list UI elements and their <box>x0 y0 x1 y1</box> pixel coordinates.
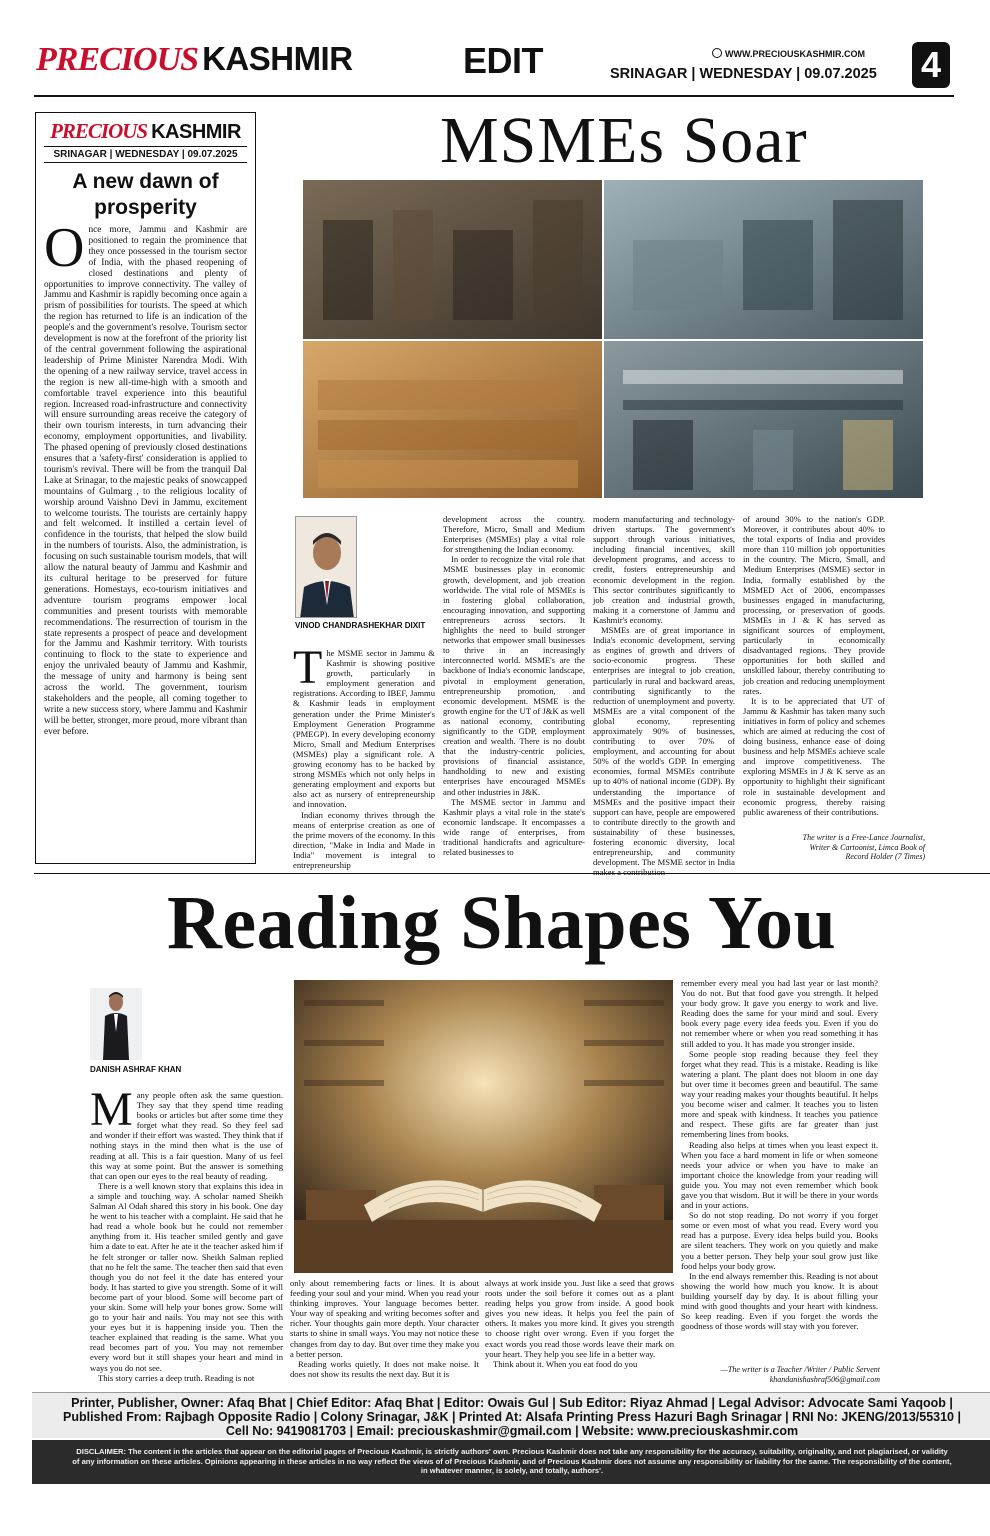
msme-photo-collage <box>303 180 923 498</box>
msme-col2-p3: The MSME sector in Jammu and Kashmir plays a vital role in the state's economic landscape. It encompasses a wide range of enterprises, from traditional handicrafts and agriculture-related businesses to <box>443 796 585 858</box>
msme-col-3 <box>593 514 735 877</box>
msme-col4-p2: It is to be appreciated that UT of Jammu & Kashmir has taken many such initiatives in form of policy and schemes which are aimed at reducing the cost of doing business, enhance ease of doing business and help MSMEs achieve scale and improve competitiveness. The exploring MSMEs in J & K serve as an opportunity to highlight their significant role in sustainable development and economic progress, thereby raising public awareness of their contributions. <box>743 695 885 817</box>
msme-col3-p1: modern manufacturing and technology-driven startups. The government's support through various initiatives, including financial incentives, skill development programs, and access to credit, fosters entrepreneurship and economic development in the region. This sector contributes significantly to job creation and industrial growth, making it a cornerstone of Jammu and Kashmir's economy. <box>593 514 735 625</box>
reading-col4-p1: remember every meal you had last year or last month? You do not. But that food gave you strength. It helped your body grow. It gave you energy to work and live. Reading does the same for your mind and soul. Every book every page every idea feeds you. Even if you do not remember where or when you read something it has still added to you. It has made you stronger inside. <box>681 978 878 1049</box>
website: WWW.PRECIOUSKASHMIR.COM <box>725 49 865 59</box>
reading-col3-p1: always at work inside you. Just like a seed that grows roots under the soil before it comes out as a plant reading helps you grow from inside. A good book gives you new ideas. It helps you feel the pain of others. It makes you more kind. It gives you strength to choose right over wrong. Even if you forget the exact words you read those words leave their mark on your heart. They help you see life in a better way. <box>485 1278 674 1359</box>
disclaimer-text: DISCLAIMER: The content in the articles that appear on the editorial pages of Precious Kashmir, is strictly authors' own. Precious Kashmir does not take any responsibility for the accuracy, suitability, originality, and not plagiarised, or validity of any information on these articles. Opinions appearing in these articles in no way reflect the views of of Precious Kashmir, and of Precious Kashmir does not assume any responsibility or liability for the same. The responsibility of the content, in whatever manner, is solely, and totally, authors'. <box>72 1447 952 1476</box>
reading-col-2 <box>290 1278 479 1379</box>
msme-col1-p2: Indian economy thrives through the means of enterprise creation as one of the prime movers of the economy. In this direction, "Make in India and Made in India" movement is integral to entrepreneurship <box>293 809 435 870</box>
reading-col1-p1: any people often ask the same question. They say that they spend time reading books or articles but after some time they forget what they read. So they feel sad and wonder if their effort was wasted. They think that if nothing stays in the mind then what is the use of reading at all. This is a fair question. Many of us feel this way at some point. But the answer is something that can open our eyes to the real beauty of reading. <box>90 1090 283 1181</box>
reading-col-4 <box>681 978 878 1331</box>
open-book-library-image <box>294 980 673 1273</box>
msme-col1-p1: he MSME sector in Jammu & Kashmir is showing positive growth, particularly in employment generation and registrations. According to IBEF, Jammu & Kashmir leads in employment generation under the Prime Minister's Employment Generation Programme (PMEGP). In every developing economy Micro, Small and Medium Enterprises (MSMEs) play a significant role. A growing economy has to be backed by strong MSMEs which not only helps in generating employment and exports but also act as nursery of entrepreneurship and innovation. <box>293 648 435 810</box>
msme-headline: MSMEs Soar <box>440 104 808 177</box>
disclaimer-box <box>32 1440 990 1484</box>
globe-icon <box>712 48 722 58</box>
reading-col2-p1: only about remembering facts or lines. It is about feeding your soul and your mind. When you read your thinking improves. Your language becomes better. Your way of speaking and writing becomes softer and richer. Your thoughts gain more depth. Your character starts to shine in small ways. You may not notice these changes from day to day. But over time they make you a better person. <box>290 1278 479 1359</box>
author-portrait-icon <box>296 517 357 618</box>
imprint-line-2: Published From: Rajbagh Opposite Radio | Colony Srinagar, J&K | Printed At: Alsafa Printing Press Hazuri Bagh Srinagar | RNI No: JKENG/2013/55310 | <box>63 1410 961 1424</box>
logo-precious: PRECIOUS <box>36 41 199 78</box>
editorial-body <box>44 217 247 738</box>
website-line <box>712 48 865 59</box>
author-photo-vinod <box>295 516 357 618</box>
editorial-dateline: SRINAGAR | WEDNESDAY | 09.07.2025 <box>53 149 238 160</box>
editorial-text: nce more, Jammu and Kashmir are positioned to regain the prominence that they once possessed in the tourism sector of India, with the phased reopening of closed destinations and plenty of opportunities to improve connectivity. The valley of Jammu and Kashmir is rapidly becoming once again a prism of possibilities for tourists. The speed at which the region has returned to life is an indication of the people's and the government's resolve. Tourism sector development is now at the forefront of the priority list of the central government following the aspirational leadership of Prime Minister Narendra Modi. With the opening of a new railway service, travel access in the region is new all-time-high with a smooth and comfortable travel experience into this beautiful region. Increased road-infrastructure and connectivity will ensure surrounding areas receive the category of their own tourism interests, in turn advancing their economy, employment opportunities, and livability. The phased opening of previously closed destinations ensures that a 'safety-first' consideration is applied to tourism's revival. There will be from the tranquil Dal Lake at Srinagar, to the majestic peaks of snowcapped mountains of Gulmarg , to the religious locality of worship around Vaishno Devi in Jammu, excitement to welcome tourists. The tourists are certainly happy and felt welcomed. It instilled a certain level of confidence in the tourists, that helped the slow build in the numbers of tourists. Also, the administration, is focusing on such sustainable tourism models, that will allow the natural beauty of Jammu and Kashmir and its cultural heritage to be preserved for future generations. Homestays, eco-tourism initiatives and adventure tourism programs empower local communities and present tourists with memorable recommendations. The resurrection of tourism in the state represents a prospect of peace and development for the Jammu and Kashmir territory. With tourists continuing to flock to the state to experience and enjoy the unrivaled beauty of Jammu and Kashmir, the message of unity and harmony is being sent across the world. The government, tourism stakeholders and the people, all coming together to write a new success story, where Jammu and Kashmir will be better, stronger, more proud, more vibrant than ever before. <box>44 225 247 737</box>
editorial-logo-precious: PRECIOUS <box>50 119 148 143</box>
msme-col-4 <box>743 514 885 817</box>
msme-col3-p2: MSMEs are of great importance in India's economic development, serving as engines of growth and drivers of socio-economic progress. These enterprises are integral to job creation, particularly in rural and backward areas, contributing significantly to the reduction of unemployment and poverty. MSMEs are a vital component of the global economy, representing approximately 90% of businesses, contributing to over 70% of employment, and accounting for about 50% of the world's GDP. In emerging economies, formal MSMEs contribute up to 40% of national income (GDP). By understanding the importance of MSMEs and the positive impact their support can have, people are empowered to contribute directly to the growth and sustainability of these businesses, fostering economic diversity, local entrepreneurship, and community development. The MSME sector in India <box>593 625 735 868</box>
msme-col2-p1: development across the country. Therefore, Micro, Small and Medium Enterprises (MSMEs) play a vital role for strengthening the Indian economy. <box>443 514 585 555</box>
msme-col4-p1: of around 30% to the nation's GDP. Moreover, it contributes about 40% to the total exports of India and provides more than 110 million job opportunities in the country. The Micro, Small, and Medium Enterprises (MSME) sector in India, formally established by the MSMED Act of 2006, encompasses businesses engaged in manufacturing, processing, or preservation of goods. MSMEs in J & K has served as significant sources of employment, particularly in economically disadvantaged regions. They provide opportunities for both skilled and unskilled labour, thereby contributing to job creation and reducing unemployment rates. <box>743 514 885 696</box>
reading-col4-p2: Some people stop reading because they feel they forget what they read. This is a mistake. Reading is like watering a plant. The plant does not bloom in one day but over time it becomes green and beautiful. The same way your reading makes your thoughts beautiful. It helps you become wiser and calmer. It teaches you to listen more and speak with kindness. It teaches you patience and respect. These gifts are far greater than just remembering lines from books. <box>681 1048 878 1140</box>
reading-dropcap: M <box>90 1083 133 1136</box>
masthead-rule <box>34 95 954 97</box>
author-name-danish: DANISH ASHRAF KHAN <box>90 1065 182 1074</box>
author-portrait-icon-2 <box>90 988 142 1060</box>
editorial-headline: A new dawn of prosperity <box>72 170 219 219</box>
author-photo-danish <box>90 988 142 1060</box>
reading-col-1 <box>90 1083 283 1383</box>
reading-headline: Reading Shapes You <box>167 881 837 965</box>
logo-kashmir: KASHMIR <box>202 40 353 77</box>
masthead <box>0 0 990 98</box>
masthead-logo <box>36 40 353 79</box>
editorial-rule <box>44 146 247 147</box>
reading-col1-p2: There is a well known story that explains this idea in a simple and touching way. A scholar named Sheikh Salman Al Odah shared this story in his book. One day he went to his teacher with a complaint. He said that he had read a whole book but he could not remember anything from it. His teacher smiled gently and gave him a date to eat. After he ate it the teacher asked him if he felt stronger or taller now. Sheikh Salman replied that no he felt the same. The teacher then said that even though you do not feel it the date has entered your body. It has started to give you strength. Some of it will become part of your blood. Some will become part of your skin. Some will help your bones grow. Some will go to your hair and nails. You may not see this with your eyes but it is happening inside you. Then the teacher explained that reading is the same. What you read becomes part of you. You may not remember every word but it still shapes your heart and mind in ways you do not see. <box>90 1180 283 1373</box>
dateline: SRINAGAR | WEDNESDAY | 09.07.2025 <box>610 66 877 82</box>
msme-col2-p2: In order to recognize the vital role that MSME businesses play in economic growth, development, and job creation worldwide. The vital role of MSMEs is in fostering global collaboration, encouraging innovation, and supporting entrepreneurs across sectors. It highlights the need to build stronger networks that empower small businesses to thrive in an increasingly interconnected world. MSME's are the backbone of India's economic landscape, pivotal in employment generation, entrepreneurship promotion, and economic development. MSME is the growth engine for the UT of J&K as well as national economy, contributing significantly to the GDP, employment creation and wealth. There is no doubt that the industry-centric policies, provisions of financial assistance, handholding to new and existing enterprises have encouraged MSMEs and other industries in J&K. <box>443 554 585 797</box>
page-number: 4 <box>912 42 950 88</box>
editorial-box <box>35 112 256 864</box>
section-title: EDIT <box>463 40 544 81</box>
editorial-dropcap: O <box>44 217 85 279</box>
reading-col-3 <box>485 1278 674 1369</box>
reading-col4-p5: In the end always remember this. Reading is not about showing the world how much you know. It is about building yourself day by day. It is about filling your mind with good thoughts and your heart with kindness. So keep reading. Even if you forget the words the goodness of those words will stay with you forever. <box>681 1270 878 1332</box>
editorial-rule-2 <box>44 162 247 163</box>
reading-col4-p4: So do not stop reading. Do not worry if you forget some or even most of what you read. Every word you read has a purpose. Every idea helps build you. Books are silent teachers. They work on you quietly and make you a better person. They help your soul grow just like food helps your body grow. <box>681 1210 878 1271</box>
msme-col-2 <box>443 514 585 857</box>
imprint-box <box>32 1392 990 1438</box>
msme-footer: The writer is a Free-Lance Journalist, Writer & Cartoonist, Limca Book of Record Holder (7 Times) <box>802 833 925 861</box>
reading-footer: —The writer is a Teacher /Writer / Public Servent khandanishashraf506@gmail.com <box>720 1365 880 1384</box>
author-name-vinod: VINOD CHANDRASHEKHAR DIXIT <box>295 621 426 630</box>
reading-col1-p3: This story carries a deep truth. Reading is not <box>98 1372 255 1383</box>
editorial-logo-kashmir: KASHMIR <box>151 121 241 143</box>
factory-collage-image <box>303 180 923 498</box>
reading-col3-p2: Think about it. When you eat food do you <box>493 1358 638 1369</box>
reading-photo <box>294 980 673 1273</box>
msme-dropcap: T <box>293 641 323 694</box>
reading-col2-p2: Reading works quietly. It does not make noise. It does not show its results the next day. But it is <box>290 1358 479 1379</box>
section-divider <box>34 873 990 874</box>
msme-col-1 <box>293 641 435 870</box>
imprint-line-3: Cell No: 9419081703 | Email: preciouskashmir@gmail.com | Website: www.preciouskashmir.com <box>225 1424 799 1438</box>
reading-col4-p3: Reading also helps at times when you least expect it. When you face a hard moment in life or when someone needs your advice or when you have to make an important choice the knowledge from your reading will guide you. You may not even remember which book gave you that wisdom. But it will be there in your words and in your actions. <box>681 1139 878 1211</box>
imprint-line-1: Printer, Publisher, Owner: Afaq Bhat | Chief Editor: Afaq Bhat | Editor: Owais Gul | Sub Editor: Riyaz Ahmad | Legal Advisor: Advocate Sami Yaqoob | <box>71 1396 953 1410</box>
editorial-logo <box>44 119 247 144</box>
